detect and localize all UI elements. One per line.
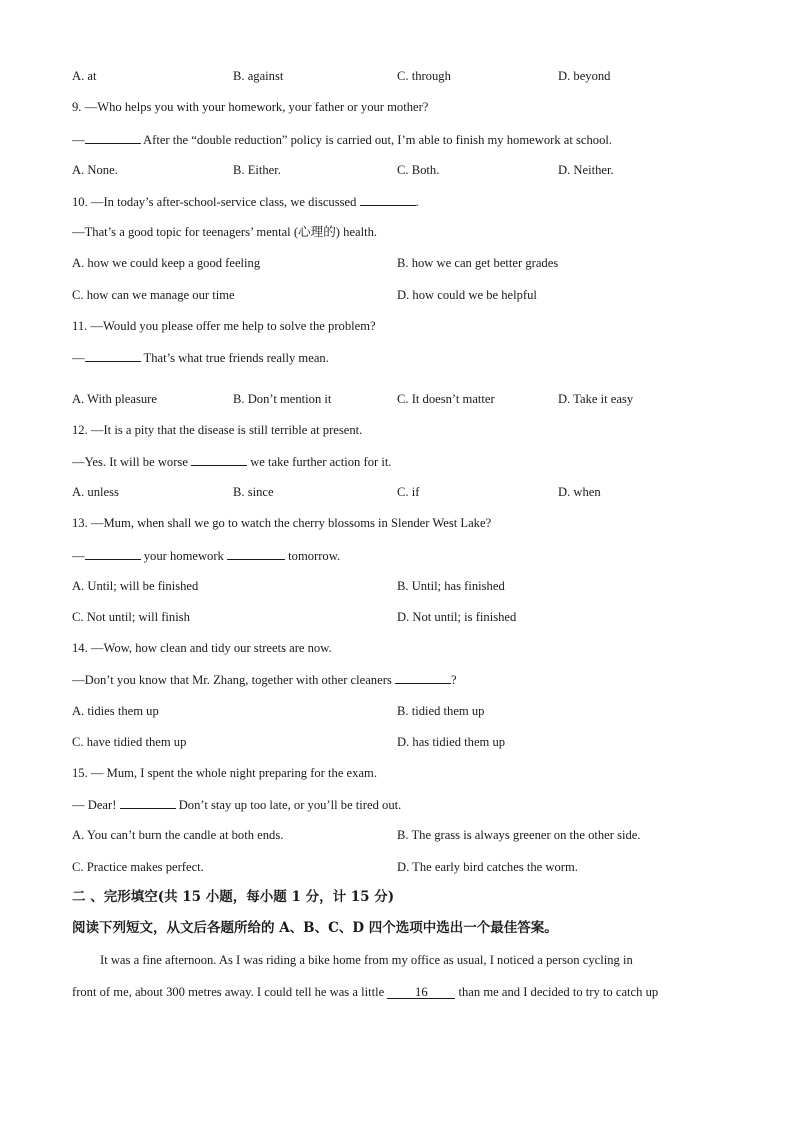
q15-reply-a: — Dear! bbox=[72, 798, 120, 812]
section-instruction: 阅读下列短文，从文后各题所给的 A、B、C、D 四个选项中选出一个最佳答案。 bbox=[72, 920, 558, 936]
q12-option-c: C. if bbox=[397, 485, 420, 499]
q11-stem: 11. —Would you please offer me help to solve the problem? bbox=[72, 319, 376, 333]
q13-option-b: B. Until; has finished bbox=[397, 579, 505, 593]
q14-reply-b: ? bbox=[450, 673, 457, 687]
q14-option-a: A. tidies them up bbox=[72, 704, 159, 718]
q15-answer-blank bbox=[120, 796, 176, 809]
q15-option-d: D. The early bird catches the worm. bbox=[397, 860, 578, 874]
q13-reply-b: your homework bbox=[140, 549, 227, 563]
q13-option-c: C. Not until; will finish bbox=[72, 610, 190, 624]
q10-answer-blank bbox=[360, 193, 416, 206]
q14-option-c: C. have tidied them up bbox=[72, 735, 187, 749]
q9-option-c: C. Both. bbox=[397, 163, 440, 177]
q11-reply-prefix: — bbox=[72, 351, 85, 365]
q14-option-b: B. tidied them up bbox=[397, 704, 485, 718]
q15-option-c: C. Practice makes perfect. bbox=[72, 860, 204, 874]
section-heading: 二 、完形填空(共 15 小题，每小题 1 分，计 15 分) bbox=[72, 889, 395, 905]
q14-answer-blank bbox=[395, 671, 451, 684]
q11-option-c: C. It doesn’t matter bbox=[397, 392, 495, 406]
q13-answer-blank-1 bbox=[85, 547, 141, 560]
q10-stem-text: 10. —In today’s after-school-service class, we discussed bbox=[72, 195, 360, 209]
q14-reply bbox=[72, 671, 457, 688]
passage-blank-16: 16 bbox=[387, 986, 455, 999]
q15-option-a: A. You can’t burn the candle at both ends. bbox=[72, 828, 284, 842]
q13-reply-a: — bbox=[72, 549, 85, 563]
passage-line-2-end: than me and I decided to try to catch up bbox=[455, 985, 659, 999]
q10-reply: —That’s a good topic for teenagers’ mental (心理的) health. bbox=[72, 225, 378, 239]
q11-reply-rest: That’s what true friends really mean. bbox=[140, 351, 329, 365]
q10-option-a: A. how we could keep a good feeling bbox=[72, 256, 261, 270]
q12-option-a: A. unless bbox=[72, 485, 119, 499]
q11-option-d: D. Take it easy bbox=[558, 392, 634, 406]
q13-answer-blank-2 bbox=[227, 547, 285, 560]
q9-option-b: B. Either. bbox=[233, 163, 281, 177]
q13-reply-c: tomorrow. bbox=[285, 549, 341, 563]
q14-reply-a: —Don’t you know that Mr. Zhang, together with other cleaners bbox=[72, 673, 395, 687]
q9-answer-blank bbox=[85, 131, 141, 144]
q11-reply bbox=[72, 349, 329, 366]
q8-option-c: C. through bbox=[397, 69, 451, 83]
q12-option-d: D. when bbox=[558, 485, 601, 499]
q12-answer-blank bbox=[191, 453, 247, 466]
q11-option-a: A. With pleasure bbox=[72, 392, 157, 406]
q10-stem bbox=[72, 193, 419, 210]
q13-option-a: A. Until; will be finished bbox=[72, 579, 199, 593]
q9-option-a: A. None. bbox=[72, 163, 118, 177]
passage-line-1: It was a fine afternoon. As I was riding a bike home from my office as usual, I noticed a person cycling in bbox=[100, 953, 633, 967]
q9-option-d: D. Neither. bbox=[558, 163, 614, 177]
q10-option-d: D. how could we be helpful bbox=[397, 288, 537, 302]
q15-reply bbox=[72, 796, 401, 813]
q9-reply-prefix: — bbox=[72, 133, 85, 147]
q12-reply-a: —Yes. It will be worse bbox=[72, 455, 192, 469]
q8-option-a: A. at bbox=[72, 69, 97, 83]
q8-option-b: B. against bbox=[233, 69, 284, 83]
q9-stem: 9. —Who helps you with your homework, your father or your mother? bbox=[72, 100, 429, 114]
q13-reply bbox=[72, 547, 340, 564]
q10-stem-end: . bbox=[415, 195, 419, 209]
q9-reply-rest: After the “double reduction” policy is carried out, I’m able to finish my homework at school. bbox=[140, 133, 613, 147]
q10-option-c: C. how can we manage our time bbox=[72, 288, 235, 302]
q13-option-d: D. Not until; is finished bbox=[397, 610, 517, 624]
q12-reply-b: we take further action for it. bbox=[247, 455, 392, 469]
q11-option-b: B. Don’t mention it bbox=[233, 392, 332, 406]
q9-reply bbox=[72, 131, 612, 148]
q12-reply bbox=[72, 453, 391, 470]
q15-stem: 15. — Mum, I spent the whole night preparing for the exam. bbox=[72, 766, 377, 780]
q15-option-b: B. The grass is always greener on the other side. bbox=[397, 828, 641, 842]
q14-stem: 14. —Wow, how clean and tidy our streets are now. bbox=[72, 641, 332, 655]
passage-line-2 bbox=[72, 984, 658, 1000]
q15-reply-b: Don’t stay up too late, or you’ll be tired out. bbox=[175, 798, 402, 812]
q10-option-b: B. how we can get better grades bbox=[397, 256, 559, 270]
q12-stem: 12. —It is a pity that the disease is still terrible at present. bbox=[72, 423, 363, 437]
q12-option-b: B. since bbox=[233, 485, 274, 499]
q13-stem: 13. —Mum, when shall we go to watch the cherry blossoms in Slender West Lake? bbox=[72, 516, 492, 530]
q8-option-d: D. beyond bbox=[558, 69, 611, 83]
q14-option-d: D. has tidied them up bbox=[397, 735, 506, 749]
passage-line-2-start: front of me, about 300 metres away. I could tell he was a little bbox=[72, 985, 388, 999]
q11-answer-blank bbox=[85, 349, 141, 362]
